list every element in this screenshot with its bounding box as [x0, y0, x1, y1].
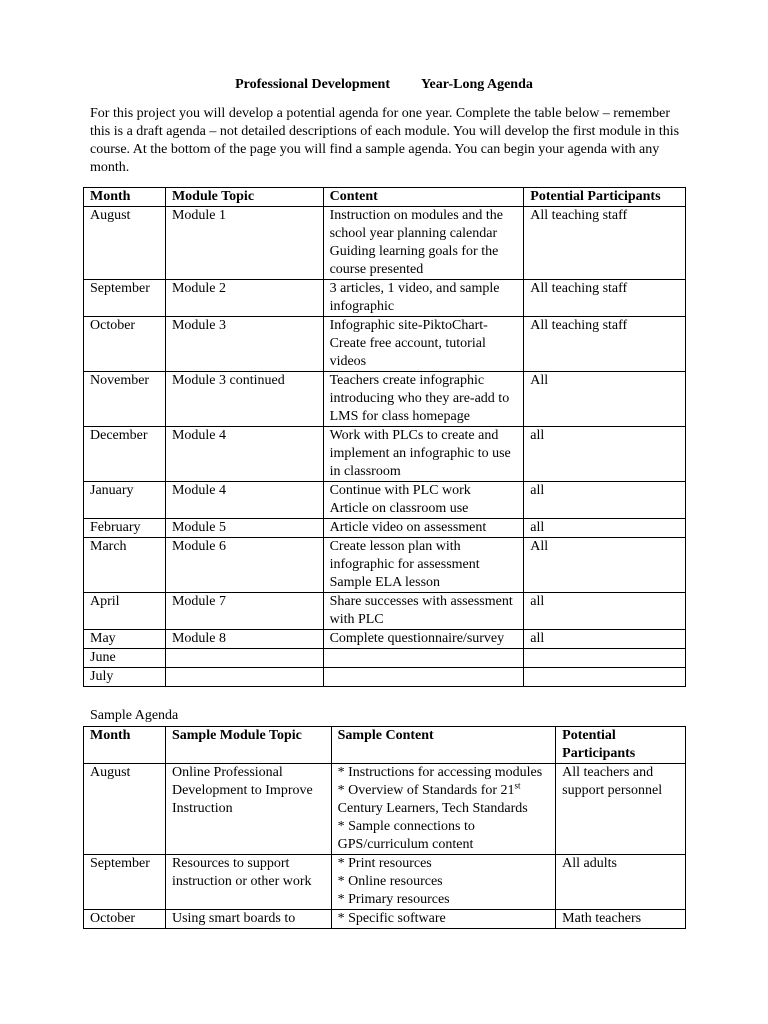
content-line: Infographic site-PiktoChart-Create free account, tutorial videos	[329, 318, 488, 369]
agenda-row-october	[84, 317, 686, 372]
cell-participants: all	[524, 519, 686, 538]
agenda-row-march	[84, 538, 686, 593]
sample-agenda-label: Sample Agenda	[90, 708, 179, 723]
sample-row-october	[84, 910, 686, 929]
cell-month: December	[84, 427, 166, 482]
cell-participants: All	[524, 538, 686, 593]
sample-content-line	[338, 782, 550, 818]
agenda-row-august	[84, 207, 686, 280]
cell-participants: all	[524, 630, 686, 649]
cell-month: August	[84, 207, 166, 280]
cell-topic: Module 7	[165, 593, 323, 630]
cell-month: October	[84, 317, 166, 372]
intro-paragraph: For this project you will develop a potential agenda for one year. Complete the table below – remember this is a draft agenda – not detailed descriptions of each module. You will develop the first module in this course. At the bottom of the page you will find a sample agenda. You can begin your agenda with any month.	[90, 106, 680, 175]
sample-col-header-content: Sample Content	[331, 727, 556, 764]
cell-content	[323, 519, 524, 538]
cell-topic: Module 2	[165, 280, 323, 317]
cell-month: January	[84, 482, 166, 519]
sample-content-line: * Print resources	[337, 856, 432, 871]
cell-participants: all	[524, 482, 686, 519]
content-line: Article on classroom use	[329, 501, 469, 516]
cell-content	[323, 317, 524, 372]
cell-topic: Module 4	[165, 427, 323, 482]
cell-content	[323, 280, 524, 317]
sample-content-line: * Sample connections to GPS/curriculum content	[337, 819, 475, 852]
cell-content	[323, 482, 524, 519]
cell-participants	[524, 668, 686, 687]
title-right: Year-Long Agenda	[420, 77, 533, 92]
agenda-row-september	[84, 280, 686, 317]
cell-participants: All teaching staff	[524, 317, 686, 372]
content-line: 3 articles, 1 video, and sample infographic	[329, 281, 500, 314]
sample-cell-topic: Using smart boards to	[165, 910, 331, 929]
sample-row-september	[84, 855, 686, 910]
sample-cell-participants: Math teachers	[556, 910, 686, 929]
cell-participants: All	[524, 372, 686, 427]
cell-participants	[524, 649, 686, 668]
cell-topic: Module 3 continued	[165, 372, 323, 427]
agenda-row-december	[84, 427, 686, 482]
agenda-row-january	[84, 482, 686, 519]
content-line: Instruction on modules and the school year planning calendar	[329, 208, 503, 241]
cell-month: September	[84, 280, 166, 317]
content-line: Work with PLCs to create and implement an infographic to use in classroom	[329, 428, 511, 479]
cell-month: July	[84, 668, 166, 687]
sample-cell-month: October	[84, 910, 166, 929]
sample-cell-content	[331, 855, 556, 910]
cell-participants: all	[524, 593, 686, 630]
agenda-body	[84, 207, 686, 687]
cell-month: May	[84, 630, 166, 649]
content-line: Sample ELA lesson	[329, 575, 441, 590]
col-header-content: Content	[323, 188, 524, 207]
cell-month: June	[84, 649, 166, 668]
page-title	[0, 77, 768, 93]
agenda-row-june	[84, 649, 686, 668]
sample-cell-content	[331, 764, 556, 855]
cell-content	[323, 427, 524, 482]
content-line: Article video on assessment	[329, 520, 487, 535]
cell-participants: All teaching staff	[524, 207, 686, 280]
agenda-table	[83, 187, 686, 687]
cell-month: November	[84, 372, 166, 427]
sample-agenda-table	[83, 726, 686, 929]
cell-topic: Module 1	[165, 207, 323, 280]
cell-content	[323, 207, 524, 280]
agenda-row-may	[84, 630, 686, 649]
sample-cell-participants: All teachers and support personnel	[556, 764, 686, 855]
col-header-month: Month	[84, 188, 166, 207]
sample-header-row	[84, 727, 686, 764]
content-line: Create lesson plan with infographic for assessment	[329, 539, 480, 572]
content-line: Guiding learning goals for the course presented	[329, 244, 499, 277]
agenda-header-row	[84, 188, 686, 207]
cell-topic: Module 5	[165, 519, 323, 538]
cell-month: April	[84, 593, 166, 630]
cell-month: March	[84, 538, 166, 593]
sample-content-line: * Primary resources	[337, 892, 450, 907]
cell-topic: Module 3	[165, 317, 323, 372]
sample-content-line: * Instructions for accessing modules	[337, 765, 543, 780]
sample-cell-topic: Online Professional Development to Improve Instruction	[165, 764, 331, 855]
content-line: Continue with PLC work	[329, 483, 471, 498]
cell-month: February	[84, 519, 166, 538]
cell-topic	[165, 668, 323, 687]
sample-content-line: * Online resources	[337, 874, 443, 889]
content-line: Share successes with assessment with PLC	[329, 594, 513, 627]
cell-content	[323, 538, 524, 593]
agenda-row-april	[84, 593, 686, 630]
cell-topic: Module 6	[165, 538, 323, 593]
cell-participants: All teaching staff	[524, 280, 686, 317]
cell-topic: Module 4	[165, 482, 323, 519]
sample-cell-month: September	[84, 855, 166, 910]
cell-content	[323, 630, 524, 649]
agenda-row-february	[84, 519, 686, 538]
agenda-row-november	[84, 372, 686, 427]
sample-content-text: * Overview of Standards for 21	[337, 783, 515, 798]
cell-topic: Module 8	[165, 630, 323, 649]
sample-col-header-month: Month	[84, 727, 166, 764]
cell-content	[323, 668, 524, 687]
cell-topic	[165, 649, 323, 668]
cell-content	[323, 593, 524, 630]
agenda-row-july	[84, 668, 686, 687]
sample-cell-participants: All adults	[556, 855, 686, 910]
sample-cell-content	[331, 910, 556, 929]
title-left: Professional Development	[235, 77, 390, 92]
sample-col-header-participants: Potential Participants	[556, 727, 686, 764]
col-header-participants: Potential Participants	[524, 188, 686, 207]
sample-col-header-topic: Sample Module Topic	[165, 727, 331, 764]
col-header-topic: Module Topic	[165, 188, 323, 207]
content-line: Complete questionnaire/survey	[329, 631, 505, 646]
sample-row-august	[84, 764, 686, 855]
cell-participants: all	[524, 427, 686, 482]
cell-content	[323, 649, 524, 668]
sample-cell-topic: Resources to support instruction or other work	[165, 855, 331, 910]
sample-cell-month: August	[84, 764, 166, 855]
cell-content	[323, 372, 524, 427]
content-line: Teachers create infographic introducing who they are-add to LMS for class homepage	[329, 373, 510, 424]
sample-content-text: Century Learners, Tech Standards	[337, 801, 528, 816]
sample-content-line: * Specific software	[337, 911, 446, 926]
superscript: st	[514, 780, 521, 791]
